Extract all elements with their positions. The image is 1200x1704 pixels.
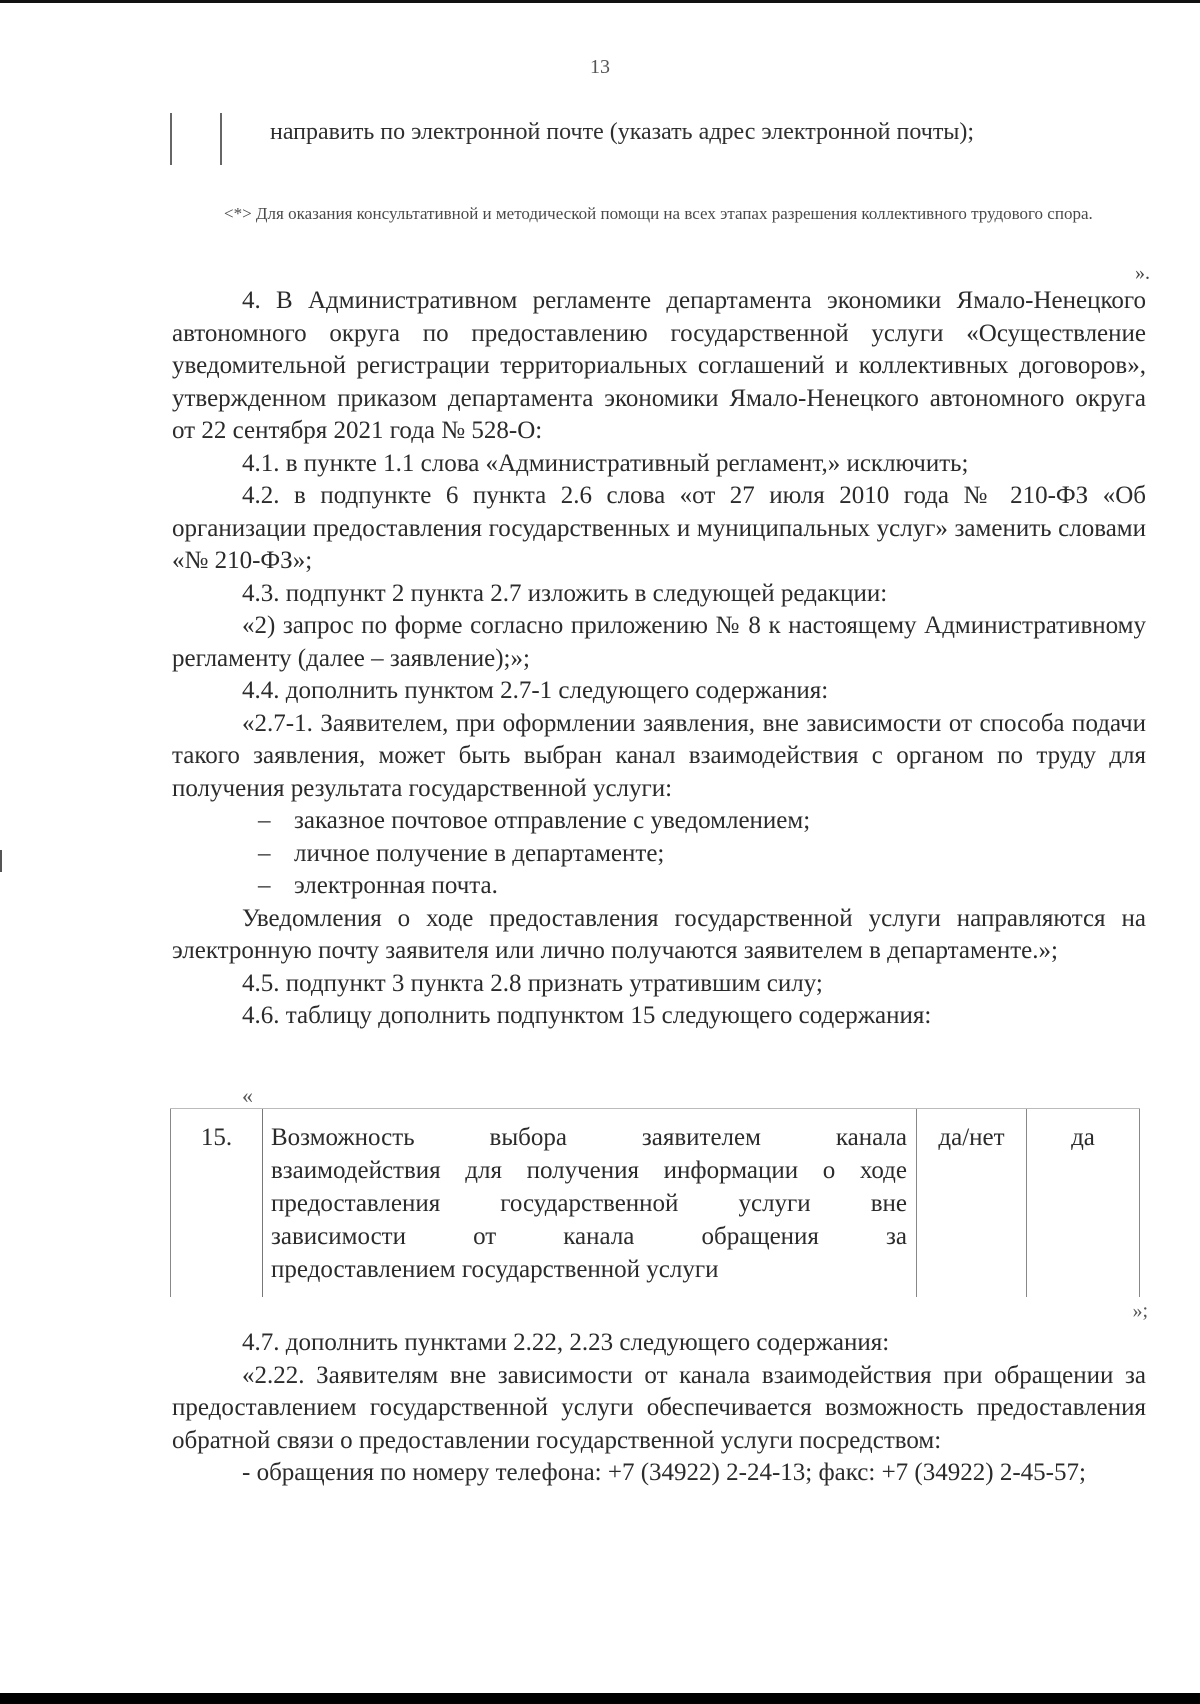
footnote-close-quote: ». bbox=[1135, 262, 1150, 284]
paragraph: 4.7. дополнить пунктами 2.22, 2.23 следующего содержания: bbox=[242, 1329, 890, 1356]
table-close-quote: »; bbox=[1132, 1300, 1148, 1322]
body-text bbox=[172, 285, 1146, 1033]
paragraph: - обращения по номеру телефона: +7 (34922) 2-24-13; факс: +7 (34922) 2-45-57; bbox=[242, 1459, 1086, 1486]
table-cell-description bbox=[262, 1109, 916, 1297]
dash-mark: – bbox=[258, 807, 271, 834]
dash-mark: – bbox=[258, 839, 271, 867]
dash-mark: – bbox=[258, 872, 271, 899]
list-item-text: личное получение в департаменте; bbox=[294, 839, 665, 867]
paragraph: 4.4. дополнить пунктом 2.7-1 следующего содержания: bbox=[242, 677, 829, 704]
table-cell-number: 15. bbox=[170, 1109, 262, 1297]
footnote: <*> Для оказания консультативной и методической помощи на всех этапах разрешения коллективного трудового спора. bbox=[224, 204, 1093, 223]
table-cell-value: да bbox=[1026, 1109, 1140, 1297]
table-open-quote: « bbox=[242, 1083, 253, 1108]
table-description-line: Возможность выбора заявителем канала bbox=[271, 1124, 907, 1151]
paragraph: 4.2. в подпункте 6 пункта 2.6 слова «от 27 июля 2010 года № 210-ФЗ «Об организации предоставления государственных и муниципальных услуг» заменить словами «№ 210-ФЗ»; bbox=[172, 482, 1146, 574]
paragraph: «2.7-1. Заявителем, при оформлении заявления, вне зависимости от способа подачи такого заявления, может быть выбран канал взаимодействия с органом по труду для получения результата государственной услуги: bbox=[172, 709, 1146, 802]
checkbox-option-text: направить по электронной почте (указать адрес электронной почты); bbox=[270, 119, 975, 145]
table-description-line: предоставлением государственной услуги bbox=[271, 1256, 719, 1283]
list-item-text: электронная почта. bbox=[294, 872, 498, 899]
paragraph: 4. В Административном регламенте департамента экономики Ямало-Ненецкого автономного округа по предоставлению государственной услуги «Осуществление уведомительной регистрации территориальных соглашений и коллективных договоров», утвержденном приказом департамента экономики Ямало-Ненецкого автономного округа от 22 сентября 2021 года № 528-О: bbox=[172, 287, 1146, 444]
table-description-line: взаимодействия для получения информации о ходе bbox=[271, 1157, 907, 1184]
table bbox=[170, 1108, 1140, 1297]
scan-top-edge bbox=[0, 0, 1200, 3]
table-description-line: зависимости от канала обращения за bbox=[271, 1223, 907, 1250]
scan-bottom-edge bbox=[0, 1693, 1200, 1704]
checkbox[interactable] bbox=[170, 113, 222, 165]
paragraph: 4.5. подпункт 3 пункта 2.8 признать утратившим силу; bbox=[242, 969, 823, 997]
list-item bbox=[172, 870, 1146, 903]
list-item bbox=[172, 805, 1146, 838]
paragraph: 4.6. таблицу дополнить подпунктом 15 следующего содержания: bbox=[242, 1002, 932, 1029]
body-text-end bbox=[172, 1327, 1146, 1490]
table-cell-unit: да/нет bbox=[916, 1109, 1026, 1297]
paragraph: 4.1. в пункте 1.1 слова «Административный регламент,» исключить; bbox=[242, 449, 969, 477]
paragraph: Уведомления о ходе предоставления государственной услуги направляются на электронную почту заявителя или лично получаются заявителем в департаменте.»; bbox=[172, 904, 1146, 964]
list-item-text: заказное почтовое отправление с уведомлением; bbox=[294, 807, 811, 834]
list-item bbox=[172, 838, 1146, 871]
page-number: 13 bbox=[590, 56, 610, 78]
table-description-line: предоставления государственной услуги вне bbox=[271, 1190, 907, 1217]
paragraph: «2.22. Заявителям вне зависимости от канала взаимодействия при обращении за предоставлением государственной услуги обеспечивается возможность предоставления обратной связи о предоставлении государственной услуги посредством: bbox=[172, 1361, 1146, 1454]
paragraph: 4.3. подпункт 2 пункта 2.7 изложить в следующей редакции: bbox=[242, 579, 888, 607]
paragraph: «2) запрос по форме согласно приложению № 8 к настоящему Административному регламенту (далее – заявление);»; bbox=[172, 612, 1146, 672]
scan-artifact bbox=[0, 850, 2, 872]
